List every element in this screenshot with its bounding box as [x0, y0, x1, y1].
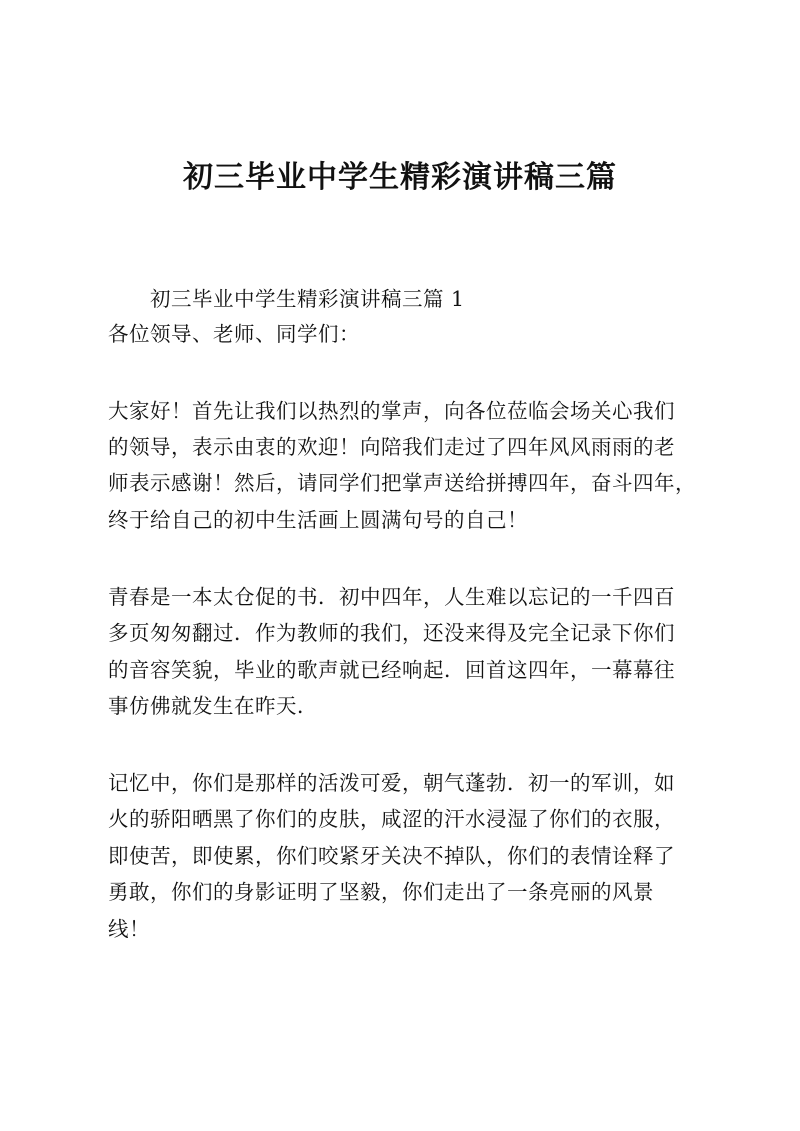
paragraph-line: 大家好！首先让我们以热烈的掌声，向各位莅临会场关心我们: [108, 399, 675, 423]
paragraph-line: 事仿佛就发生在昨天．: [108, 694, 318, 718]
document-title: 初三毕业中学生精彩演讲稿三篇: [183, 160, 617, 195]
paragraph-line: 记忆中，你们是那样的活泼可爱，朝气蓬勃．初一的军训，如: [108, 771, 675, 795]
paragraph-line: 的领导，表示由衷的欢迎！向陪我们走过了四年风风雨雨的老: [108, 435, 675, 459]
paragraph-line: 终于给自己的初中生活画上圆满句号的自己！: [108, 508, 528, 532]
paragraph-line: 线！: [108, 917, 150, 941]
paragraph-line: 师表示感谢！然后，请同学们把掌声送给拼搏四年，奋斗四年，: [108, 471, 696, 495]
salutation: 各位领导、老师、同学们：: [108, 322, 360, 346]
paragraph-line: 勇敢，你们的身影证明了坚毅，你们走出了一条亮丽的风景: [108, 880, 654, 904]
paragraph-line: 即使苦，即使累，你们咬紧牙关决不掉队，你们的表情诠释了: [108, 844, 675, 868]
subtitle: 初三毕业中学生精彩演讲稿三篇 1: [150, 287, 465, 311]
paragraph-line: 的音容笑貌，毕业的歌声就已经响起．回首这四年，一幕幕往: [108, 658, 675, 682]
paragraph-line: 火的骄阳晒黑了你们的皮肤，咸涩的汗水浸湿了你们的衣服，: [108, 807, 675, 831]
paragraph-line: 多页匆匆翻过．作为教师的我们，还没来得及完全记录下你们: [108, 621, 675, 645]
paragraph-line: 青春是一本太仓促的书．初中四年，人生难以忘记的一千四百: [108, 585, 675, 609]
